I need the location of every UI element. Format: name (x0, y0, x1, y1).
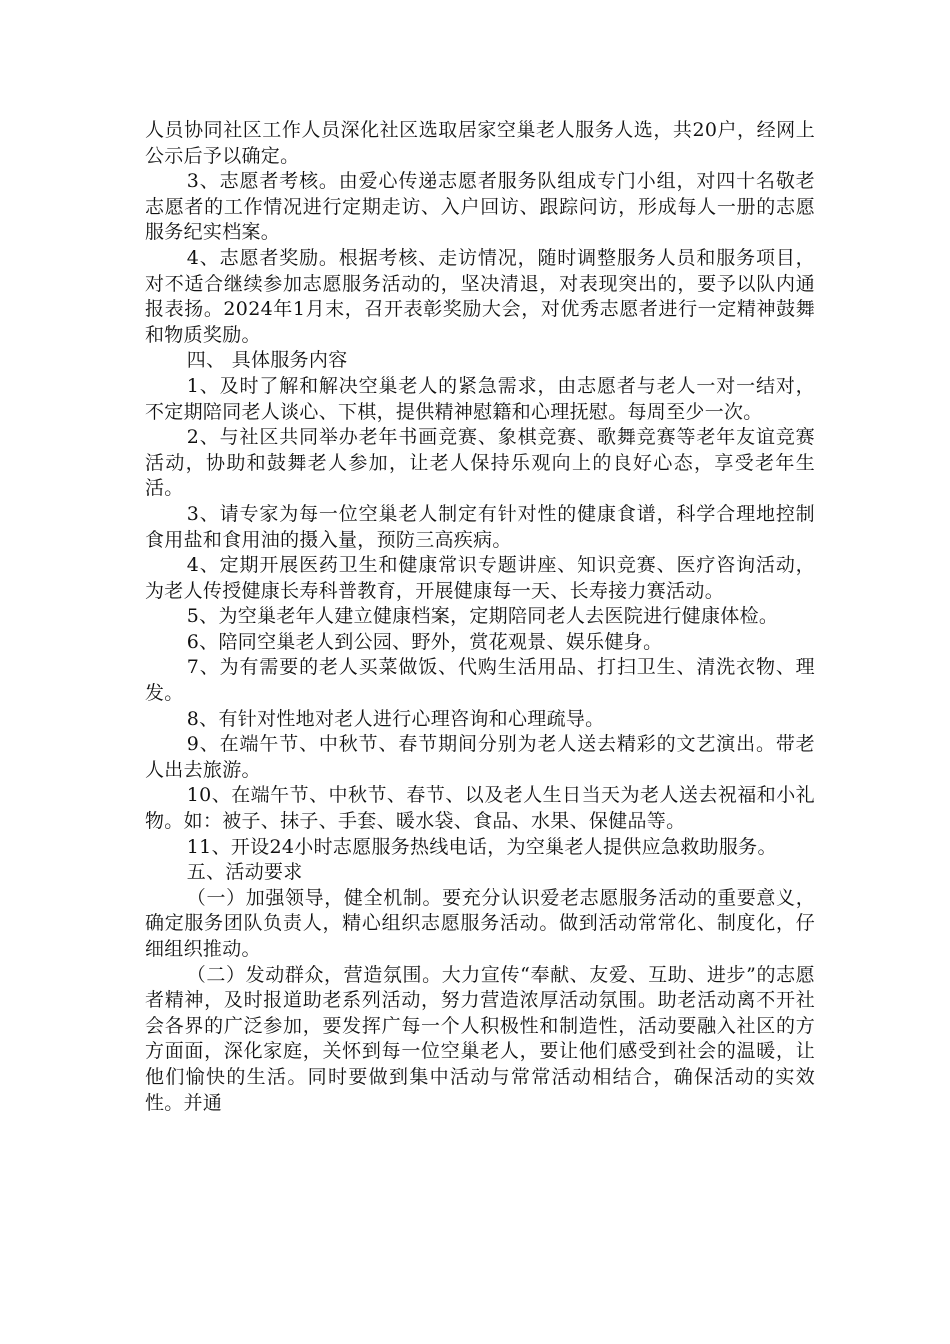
paragraph: 10、在端午节、中秋节、春节、以及老人生日当天为老人送去祝福和小礼物。如：被子、抹子、手套、暖水袋、食品、水果、保健品等。 (145, 784, 815, 833)
paragraph: 4、志愿者奖励。根据考核、走访情况，随时调整服务人员和服务项目，对不适合继续参加志愿服务活动的，坚决清退，对表现突出的，要予以队内通报表扬。2024年1月末，召开表彰奖励大会，对优秀志愿者进行一定精神鼓舞和物质奖励。 (145, 246, 815, 346)
paragraph: 3、志愿者考核。由爱心传递志愿者服务队组成专门小组，对四十名敬老志愿者的工作情况进行定期走访、入户回访、跟踪问访，形成每人一册的志愿服务纪实档案。 (145, 170, 815, 244)
paragraph: 人员协同社区工作人员深化社区选取居家空巢老人服务人选，共20户，经网上公示后予以确定。 (145, 119, 815, 167)
paragraph: 9、在端午节、中秋节、春节期间分别为老人送去精彩的文艺演出。带老人出去旅游。 (145, 733, 815, 781)
paragraph: 1、及时了解和解决空巢老人的紧急需求，由志愿者与老人一对一结对，不定期陪同老人谈心、下棋，提供精神慰籍和心理抚慰。每周至少一次。 (145, 374, 815, 423)
paragraph: 四、 具体服务内容 (186, 349, 348, 372)
paragraph: 11、开设24小时志愿服务热线电话，为空巢老人提供应急救助服务。 (186, 835, 777, 858)
paragraph: 8、有针对性地对老人进行心理咨询和心理疏导。 (186, 707, 605, 730)
paragraph: 五、活动要求 (186, 861, 303, 884)
document-body (145, 118, 815, 1116)
paragraph: 5、为空巢老年人建立健康档案，定期陪同老人去医院进行健康体检。 (186, 605, 779, 628)
paragraph: （二）发动群众，营造氛围。大力宣传“奉献、友爱、互助、进步”的志愿者精神，及时报道助老系列活动，努力营造浓厚活动氛围。助老活动离不开社会各界的广泛参加，要发挥广每一个人积极性和制造性，活动要融入社区的方方面面，深化家庭，关怀到每一位空巢老人，要让他们感受到社会的温暖，让他们愉快的生活。同时要做到集中活动与常常活动相结合，确保活动的实效性。并通 (145, 963, 815, 1114)
paragraph: 6、陪同空巢老人到公园、野外，赏花观景、娱乐健身。 (186, 630, 663, 653)
paragraph: 2、与社区共同举办老年书画竞赛、象棋竞赛、歌舞竞赛等老年友谊竞赛活动，协助和鼓舞老人参加，让老人保持乐观向上的良好心态，享受老年生活。 (145, 426, 815, 500)
paragraph: 4、定期开展医药卫生和健康常识专题讲座、知识竞赛、医疗咨询活动，为老人传授健康长寿科普教育，开展健康每一天、长寿接力赛活动。 (145, 554, 815, 602)
paragraph: 3、请专家为每一位空巢老人制定有针对性的健康食谱，科学合理地控制食用盐和食用油的摄入量，预防三高疾病。 (145, 502, 815, 551)
paragraph: （一）加强领导，健全机制。要充分认识爱老志愿服务活动的重要意义，确定服务团队负责人，精心组织志愿服务活动。做到活动常常化、制度化，仔细组织推动。 (145, 886, 815, 960)
paragraph: 7、为有需要的老人买菜做饭、代购生活用品、打扫卫生、清洗衣物、理发。 (145, 656, 815, 705)
